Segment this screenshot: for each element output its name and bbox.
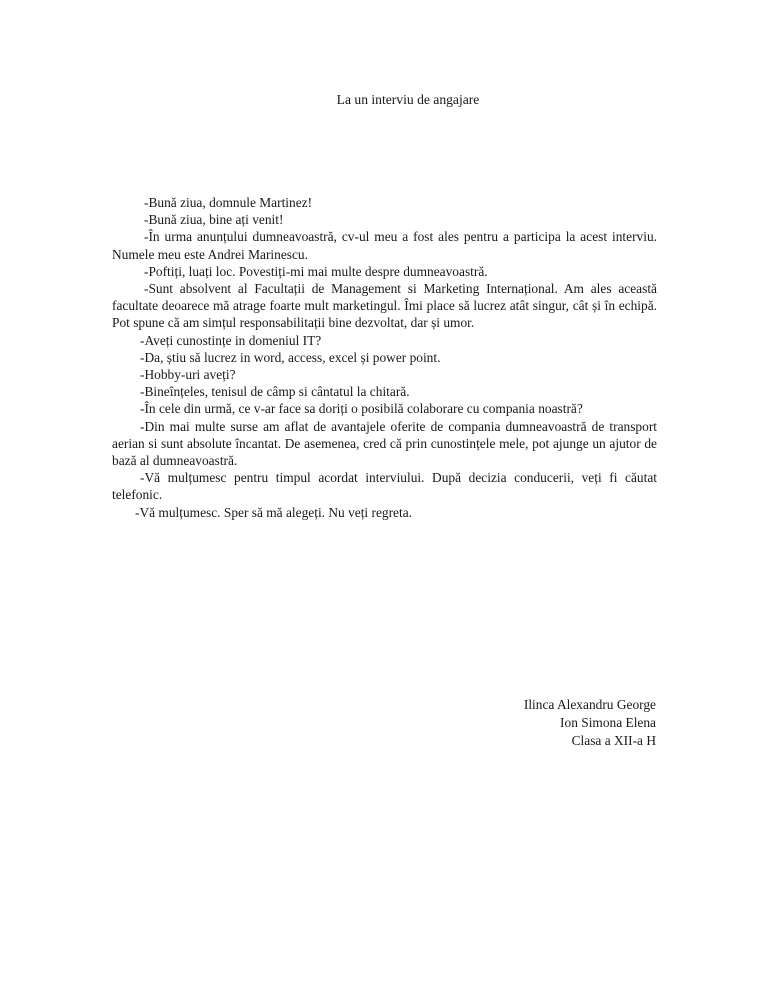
dialogue-line: -Bună ziua, bine ați venit! <box>144 212 284 228</box>
dialogue-line: -În cele din urmă, ce v-ar face sa doriți o posibilă colaborare cu compania noastră? <box>140 401 583 417</box>
dialogue-line: -Din mai multe surse am aflat de avantajele oferite de compania dumneavoastră de transport aerian si sunt absolute încantat. De asemenea, cred că prin cunostințele mele, pot ajunge un ajutor de bază al dumneavoastră. <box>112 418 657 469</box>
dialogue-line: -Bună ziua, domnule Martinez! <box>144 195 313 210</box>
author-name: Ilinca Alexandru George <box>523 697 656 712</box>
dialogue-line: -Bineînțeles, tenisul de câmp si cântatul la chitară. <box>140 384 410 400</box>
author-name: Ion Simona Elena <box>560 715 656 730</box>
dialogue-line: -Aveți cunostințe in domeniul IT? <box>140 332 322 348</box>
dialogue-line: -Sunt absolvent al Facultații de Management si Marketing Internațional. Am ales această facultate deoarece mă atrage foarte mult marketingul. Îmi place să lucrez atât singur, cât și în echipă. Pot spune că am simțul responsabilitații bine dezvoltat, dar și umor. <box>112 281 657 331</box>
signature-block <box>524 696 656 750</box>
dialogue-line: -Da, știu să lucrez in word, access, excel și power point. <box>140 349 441 365</box>
dialogue-line: -Poftiți, luați loc. Povestiți-mi mai multe despre dumneavoastră. <box>144 263 488 279</box>
dialogue-line: -Hobby-uri aveți? <box>140 367 236 383</box>
class-label: Clasa a XII-a H <box>571 733 656 748</box>
dialogue-line: -Vă mulțumesc pentru timpul acordat interviului. După decizia conducerii, veți fi căutat telefonic. <box>112 470 657 503</box>
document-title: La un interviu de angajare <box>336 92 480 107</box>
dialogue-body <box>112 194 657 521</box>
dialogue-line: -În urma anunțului dumneavoastră, cv-ul meu a fost ales pentru a participa la acest interviu. Numele meu este Andrei Marinescu. <box>112 229 657 262</box>
dialogue-line: -Vă mulțumesc. Sper să mă alegeți. Nu veți regreta. <box>135 504 413 520</box>
